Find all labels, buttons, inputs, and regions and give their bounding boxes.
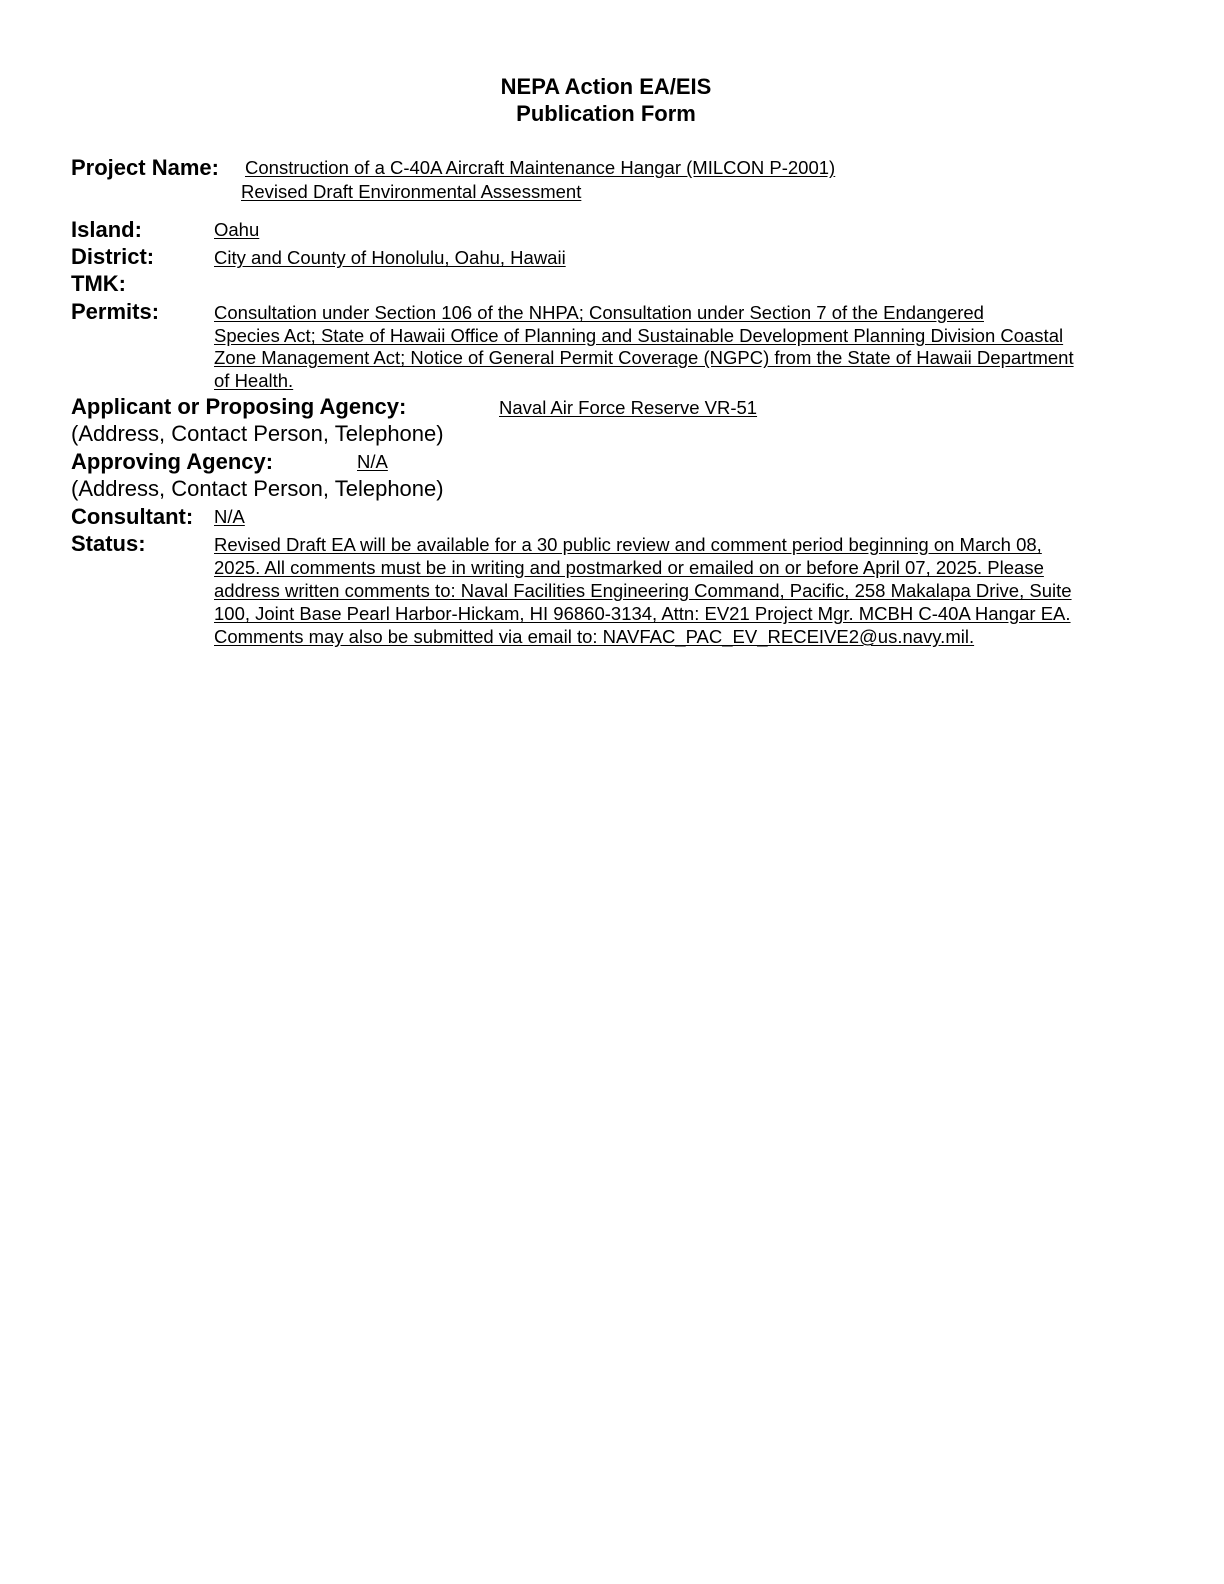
district-label: District: [71, 244, 155, 269]
permits-line: Zone Management Act; Notice of General Permit Coverage (NGPC) from the State of Hawaii Department [214, 347, 1074, 368]
applicant-sublabel: (Address, Contact Person, Telephone) [71, 421, 444, 446]
status-line: Revised Draft EA will be available for a 30 public review and comment period beginning on March 08, [214, 534, 1042, 555]
form-title-line2: Publication Form [516, 101, 696, 126]
project-name-line1: Construction of a C-40A Aircraft Maintenance Hangar (MILCON P-2001) [245, 157, 836, 178]
tmk-label: TMK: [71, 271, 126, 296]
permits-line: of Health. [214, 370, 294, 391]
status-line: Comments may also be submitted via email to: NAVFAC_PAC_EV_RECEIVE2@us.navy.mil. [214, 626, 975, 647]
consultant-label: Consultant: [71, 504, 194, 529]
approving-sublabel: (Address, Contact Person, Telephone) [71, 476, 444, 501]
status-label: Status: [71, 531, 146, 556]
district-value: City and County of Honolulu, Oahu, Hawaii [214, 247, 566, 268]
permits-line: Consultation under Section 106 of the NHPA; Consultation under Section 7 of the Endangered [214, 302, 984, 323]
applicant-label: Applicant or Proposing Agency: [71, 394, 407, 419]
island-label: Island: [71, 217, 142, 242]
approving-agency-value: N/A [357, 451, 388, 472]
status-line: 100, Joint Base Pearl Harbor-Hickam, HI 96860-3134, Attn: EV21 Project Mgr. MCBH C-40A Hangar EA. [214, 603, 1071, 624]
project-name-line2: Revised Draft Environmental Assessment [241, 181, 582, 202]
status-line: 2025. All comments must be in writing and postmarked or emailed on or before April 07, 2025. Please [214, 557, 1044, 578]
permits-label: Permits: [71, 299, 160, 324]
project-name-label: Project Name: [71, 155, 219, 180]
status-line: address written comments to: Naval Facilities Engineering Command, Pacific, 258 Makalapa Drive, Suite [214, 580, 1072, 601]
approving-agency-label: Approving Agency: [71, 449, 274, 474]
form-title-line1: NEPA Action EA/EIS [500, 74, 712, 99]
island-value: Oahu [214, 219, 260, 240]
applicant-value: Naval Air Force Reserve VR-51 [499, 397, 758, 418]
permits-line: Species Act; State of Hawaii Office of Planning and Sustainable Development Planning Division Coastal [214, 325, 1064, 346]
consultant-value: N/A [214, 506, 245, 527]
